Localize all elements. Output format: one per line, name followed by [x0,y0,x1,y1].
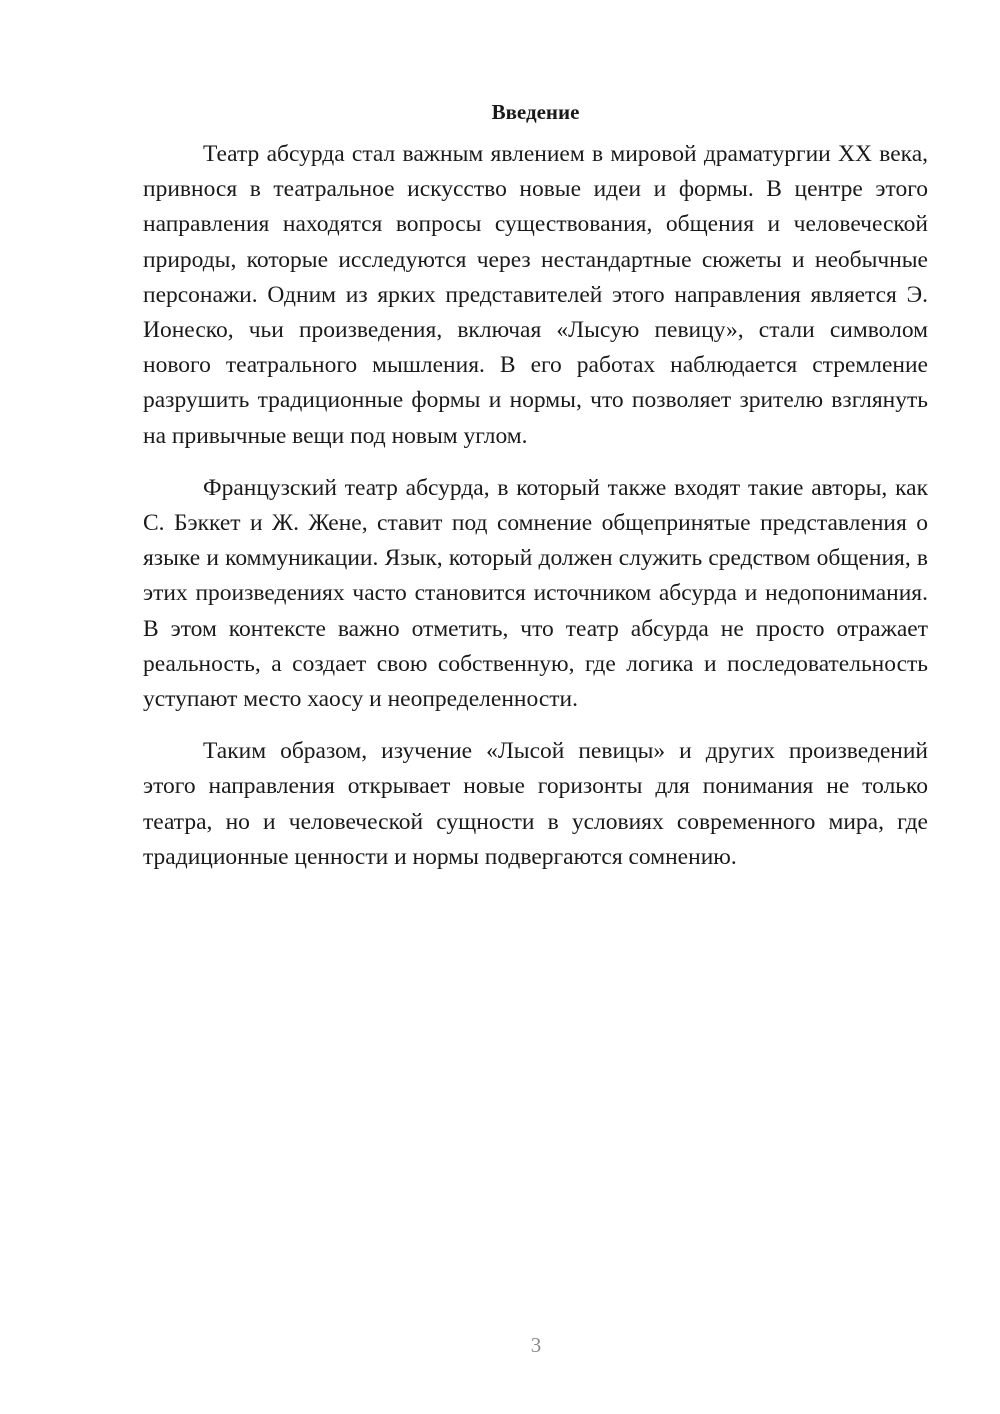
section-title: Введение [491,100,580,124]
page-content [143,97,928,892]
paragraph-3: Таким образом, изучение «Лысой певицы» и других произведений этого направления открывает новые горизонты для понимания не только театра, но и человеческой сущности в условиях современного мира, где традиционные ценности и нормы подвергаются сомнению. [143,738,928,870]
page-number: 3 [530,1333,542,1357]
paragraph-2: Французский театр абсурда, в который также входят такие авторы, как С. Бэккет и Ж. Жене, ставит под сомнение общепринятые представления о языке и коммуникации. Язык, который должен служить средством общения, в этих произведениях часто становится источником абсурда и недопонимания. В этом контексте важно отметить, что театр абсурда не просто отражает реальность, а создает свою собственную, где логика и последовательность уступают место хаосу и неопределенности. [143,474,928,713]
paragraph-1: Театр абсурда стал важным явлением в мировой драматургии XX века, привнося в театральное искусство новые идеи и формы. В центре этого направления находятся вопросы существования, общения и человеческой природы, которые исследуются через нестандартные сюжеты и необычные персонажи. Одним из ярких представителей этого направления является Э. Ионеско, чьи произведения, включая «Лысую певицу», стали символом нового театрального мышления. В его работах наблюдается стремление разрушить традиционные формы и нормы, что позволяет зрителю взглянуть на привычные вещи под новым углом. [143,141,928,449]
